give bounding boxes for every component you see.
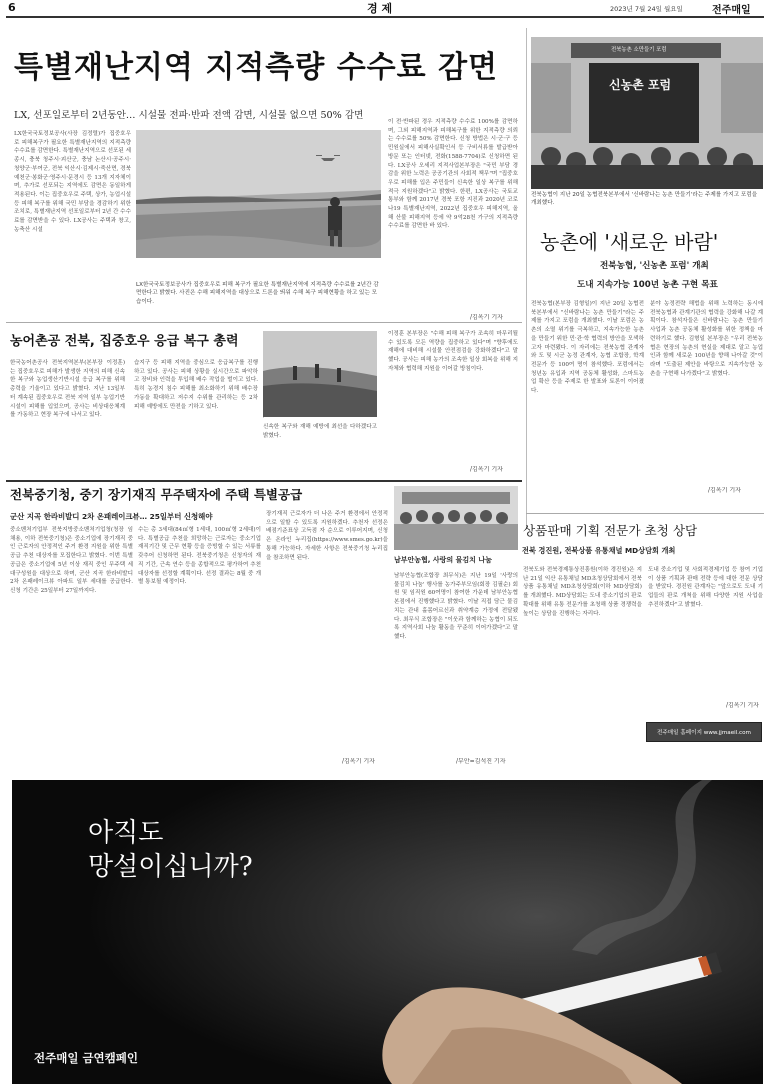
lead-photo-caption: LX한국국토정보공사가 집중호우로 피해 복구가 필요한 특별재난지역에 지적측량 수수료를 2년간 감면한다고 밝혔다. 사진은 수해 피해지역을 대상으로 드론을 띄워 수해 복구 피해현황을 하고 있는 모습이다. (136, 282, 379, 305)
forum-col1: 전북농협(본부장 김형일)이 지난 20일 농협전북본부에서 "신바람나는 농촌 만들기"라는 주제를 가지고 포럼을 개최했다. 이날 포럼은 농촌의 소멸 위기를 극복하고, 지속가능한 농촌을 만들기 위한 민·관·학 협력의 방안을 모색하고자 마련됐다. 이 자리에는 전북농협 관계자와 도 및 시군 농정 관계자, 농협 조합장, 학계 전문가 등 100여 명이 참석했다. 포럼에서는 청년농 유입과 지역 공동체 활성화, 스마트농업 확산 등을 주제로 한 발표와 토론이 이어졌다. (531, 301, 644, 395)
issue-date: 2023년 7월 24일 월요일 (610, 5, 683, 13)
housing-byline: /김옥기 기자 (342, 758, 375, 765)
lead-col1: LX한국국토정보공사(사장 김정렬)가 집중호우로 피해복구가 필요한 특별재난지역의 지적측량 수수료를 감면한다. 특별재난지역으로 선포된 세종시, 충북 청주시·괴산군, 충남 논산시·공주시·청양군·부여군, 전북 익산시·김제시·죽산면, 경북 예천군·봉화군·영주시·문경시 등 13개 지자체이며, 추가로 선포되는 지역에도 감면은 동일하게 적용된다. 이는 집중호우로 주택, 상가, 농업시설 등 피해 복구를 위해 국민 부담을 경감하기 위한 조치로, 특별재난지역 선포일로부터 2년 간 수수료를 감면받을 수 있다. LX공사는 주택과 창고, 농축산 시설 (14, 131, 131, 233)
forum-headline: 농촌에 '새로운 바람' (540, 230, 719, 254)
forum-banner-text: 전북농촌 소만들기 포럼 (611, 47, 667, 53)
nambu-body: 남부안농협(조합장 최무식)은 지난 19일 '사랑의 물김치 나눔' 행사를 농가주부모임(회장 김필순) 회원 및 임직원 60여명이 참여한 가운데 남부안농협 본점에서 진행했다고 밝혔다. 이날 직접 담근 물김치는 관내 홀몸어르신과 취약계층 가정에 전달됐다. 최무식 조합장은 "이웃과 함께하는 농협이 되도록 지역사회 나눔 활동을 꾸준히 이어가겠다"고 말했다. (394, 573, 518, 640)
recovery-top-rule (6, 322, 522, 323)
recovery-col4: 이정훈 본부장은 "수해 피해 복구가 조속히 마무리될 수 있도록 모든 역량을 집중하고 있다"며 "향후에도 재해에 대비해 시설물 안전점검을 강화하겠다"고 말했다. 공사는 피해 농가의 조속한 일상 회복을 위해 지자체와 협력해 지원을 이어갈 방침이다. (388, 331, 518, 372)
section-title: 경 제 (367, 2, 393, 15)
housing-top-rule (6, 480, 522, 482)
header-rule (6, 16, 764, 18)
housing-subhead: 군산 지곡 한라비발디 2차 온패레이크뷰… 25일부터 신청해야 (10, 512, 213, 521)
housing-col1: 중소벤처기업부 전북지방중소벤처기업청(청장 임채용, 이하 전북중기청)은 중소기업에 장기재직 중인 근로자의 안정적인 주거 환경 지원을 위한 특별공급 추천 대상자를 모집한다고 밝혔다. 이번 특별공급은 중소기업에 5년 이상 재직 중인 무주택 세대구성원을 대상으로 하며, 군산 지곡 한라비발디 2차 온패레이크뷰 아파트 일부 세대를 공급한다. 신청 기간은 25일부터 27일까지다. (10, 527, 133, 594)
lead-subhead: LX, 선포일로부터 2년동안… 시설물 전파·반파 전액 감면, 시설물 없으면 50% 감면 (14, 110, 364, 121)
recovery-photo (263, 331, 377, 417)
housing-col3: 장기재직 근로자가 더 나은 주거 환경에서 안정적으로 일할 수 있도록 지원하겠다. 추천자 선정은 배점기준표상 고득점 자 순으로 이루어지며, 신청은 온라인 누리집(https://www.smes.go.kr)을 통해 가능하다. 자세한 사항은 전북중기청 누리집을 참조하면 된다. (266, 511, 388, 561)
nambu-byline: /부안=김석진 기자 (456, 758, 506, 765)
nambu-caption: 남부안농협, 사랑의 물김치 나눔 (394, 556, 492, 564)
campaign-footer-label: 전주매일 금연캠페인 (34, 1051, 138, 1065)
md-headline: 상품판매 기획 전문가 초청 상담 (523, 523, 698, 538)
homepage-promo-text: 전주매일 홈페이지 www.jjmaeil.com (656, 730, 752, 736)
recovery-photo-caption: 농 (263, 417, 264, 418)
lead-col3: 이 전·반파된 경우 지적측량 수수료 100%를 감면하며, 그외 피해지역과 피해복구를 위한 지적측량 의뢰는 수수료를 50% 감면한다. 신청 방법은 시·군·구 등 민원실에서 피해사실확인서 등 구비서류를 발급받아 방문 또는 인터넷, 전화(1588-7704)로 신청하면 된다. LX공사 오세리 지적사업본부장은 "국민 부담 경감을 위한 노력은 공공기관의 사회적 책무"며 "집중호우로 피해를 입은 주민들이 신속한 일상 복구를 위해 적극 지원하겠다"고 밝혔다. 한편, LX공사는 국토교통부와 함께 2017년 경북 포항 지진과 2020년 코로나19 특별재난지역, 2022년 집중호우 피해지역, 올해 산불 피해지역 등에 약 9억28천 가구의 지적측량 수수료를 감면한 바 있다. (388, 119, 518, 230)
md-top-rule (526, 513, 764, 514)
housing-headline: 전북중기청, 중기 장기재직 무주택자에 주택 특별공급 (10, 487, 303, 502)
recovery-col2: 습지구 등 피해 지역을 중심으로 응급복구를 진행하고 있다. 공사는 피해 상황을 실시간으로 파악하고 장비와 인력을 투입해 배수 작업을 벌이고 있다. 특히 농경지 침수 피해를 최소화하기 위해 배수장 가동을 확대하고 저수지 수위를 관리하는 등 2차 피해 예방에도 만전을 기하고 있다. (134, 360, 258, 410)
homepage-promo-box (646, 722, 762, 742)
forum-photo-caption: 전북농협이 지난 20일 농협전북본부에서 '신바람나는 농촌 만들기'라는 주제를 가지고 포럼을 개최했다. (531, 192, 758, 207)
housing-col2: 수는 총 3세대(84㎡형 1세대, 100㎡형 2세대)이다. 특별공급 추천을 희망하는 근로자는 중소기업 재직기간 및 근무 현황 등을 증빙할 수 있는 서류를 갖추어 신청하면 된다. 전북중기청은 신청자의 재직 기간, 근속 연수 등을 종합적으로 평가하여 추천 대상자를 선정할 계획이다. 선정 결과는 8월 중 개별 통보될 예정이다. (138, 527, 261, 586)
forum-photo (531, 37, 763, 189)
recovery-col1: 한국농어촌공사 전북지역본부(본부장 이정훈)는 집중호우로 피해가 발생한 지역의 피해 신속한 복구와 농업생산기반시설 응급 복구를 위해 총력을 기울이고 있다고 밝혔다. 지난 13일부터 계속된 집중호우로 전북 지역 일부 농업기반시설이 피해를 입었으며, 공사는 비상대응체계를 가동하고 현장 복구에 나서고 있다. (10, 360, 125, 419)
masthead: 전주매일 (712, 5, 751, 16)
lead-byline: /김옥기 기자 (470, 314, 503, 321)
lead-headline: 특별재난지역 지적측량 수수료 감면 (14, 50, 499, 85)
md-col2: 도내 중소기업 및 사회적경제기업 등 참여 기업이 상품 기획과 판매 전략 등에 대한 전문 상담을 받았다. 경진원 관계자는 "앞으로도 도내 기업들의 판로 개척을 위해 다양한 지원 사업을 추진하겠다"고 밝혔다. (648, 567, 763, 608)
recovery-byline: /김옥기 기자 (470, 466, 503, 473)
nambu-photo (394, 486, 518, 550)
recovery-col3: 신속한 복구와 재해 예방에 최선을 다하겠다고 밝혔다. (263, 424, 377, 439)
forum-subhead-1: 전북농협, '신농촌 포럼' 개최 (600, 261, 709, 271)
page-number: 6 (8, 1, 16, 14)
campaign-line-2: 망설이십니까? (88, 852, 253, 882)
lead-drone-photo (136, 130, 381, 258)
forum-byline: /김옥기 기자 (708, 487, 741, 494)
forum-col2: 분야 농정전략 해법을 위해 노력하는 동시에 전북농협과 관계기관의 협력을 강화해 나갈 계획이다. 참석자들은 신바람나는 농촌 만들기 사업과 농촌 공동체 활성화를 위한 정책을 마련하기로 했다. 김형일 본부장은 "우리 전북농협은 현장의 농촌의 현실을 제대로 알고 농업인과 함께 새로운 100년을 향해 나아갈 것"이라며 "도출된 제안을 바탕으로 지속가능한 농촌을 구현해 나가겠다"고 밝혔다. (650, 301, 763, 377)
recovery-headline: 농어촌공 전북, 집중호우 응급 복구 총력 (10, 334, 239, 349)
campaign-line-1: 아직도 (88, 818, 164, 848)
forum-subhead-2: 도내 지속가능 100년 농촌 구현 목표 (577, 280, 718, 290)
forum-screen-text: 신농촌 포럼 (609, 78, 672, 92)
md-byline: /김옥기 기자 (726, 702, 759, 709)
md-col1: 전북도와 전북경제통상진흥원(이하 경진원)은 지난 21일 익산 유통채널 MD초청상담회에서 전북상품 유통채널 MD초청상담회(이하 MD상담회)를 개최했다. MD상담회는 도내 중소기업의 판로 확대를 위해 유통 전문가를 초청해 상품 경쟁력을 높이는 상담을 진행하는 자리다. (523, 567, 642, 617)
forum-divider (526, 28, 527, 528)
md-subhead: 전북 경진원, 전북상품 유통채널 MD상담회 개최 (522, 546, 676, 555)
